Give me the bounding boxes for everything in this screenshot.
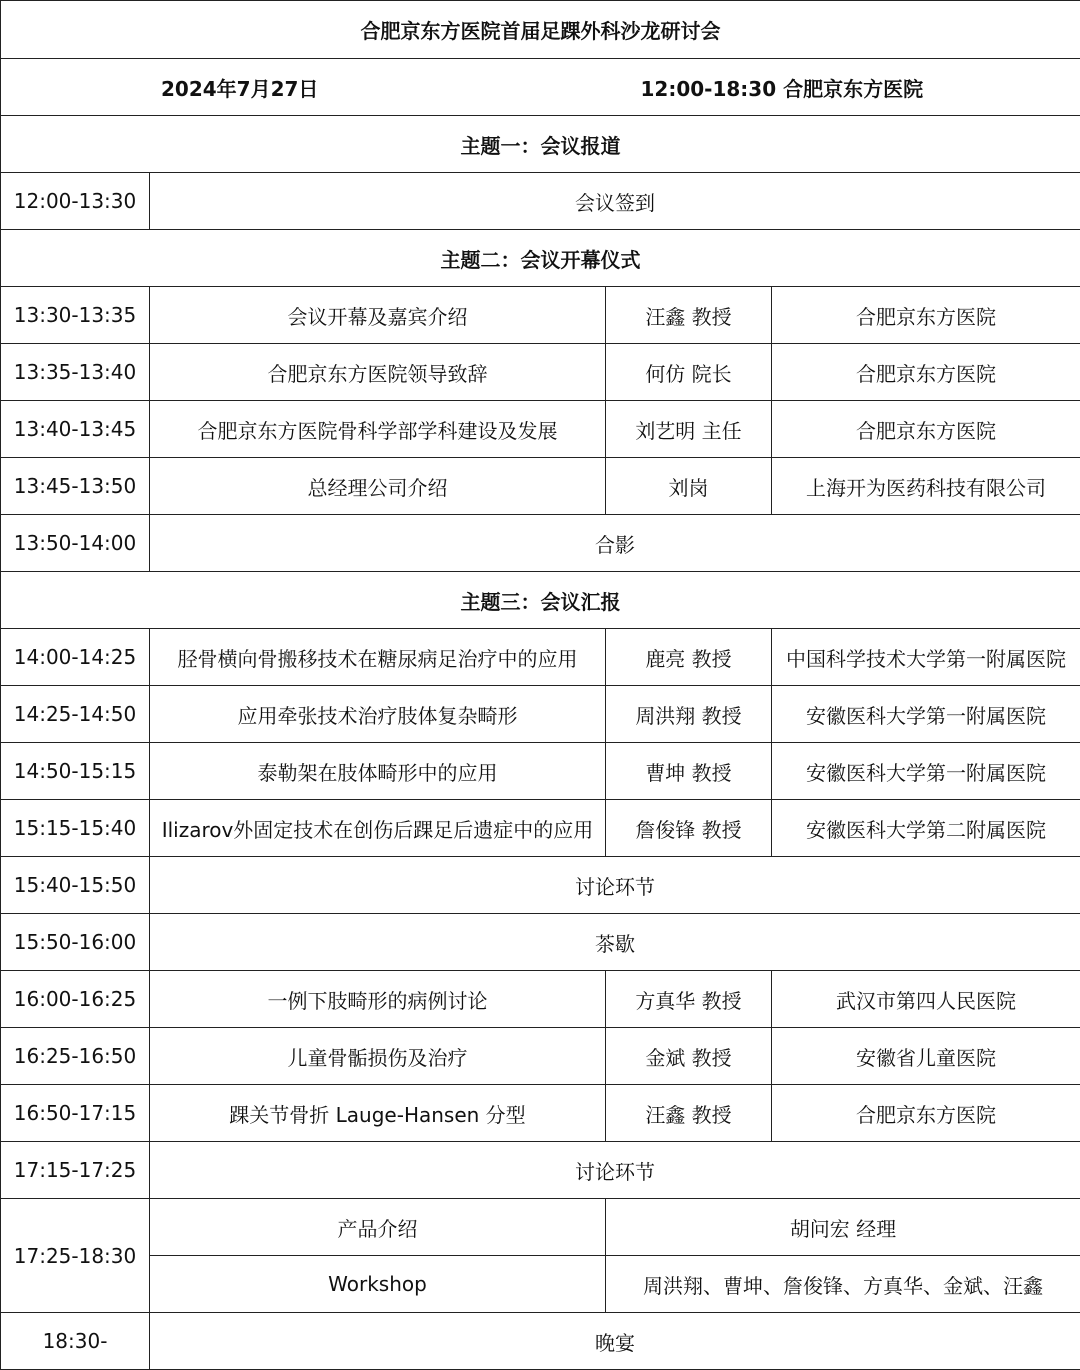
theme-header: 主题二：会议开幕仪式 <box>1 230 1080 287</box>
topic-cell: 产品介绍 <box>150 1199 606 1256</box>
organization-cell: 合肥京东方医院 <box>772 344 1080 401</box>
date-venue-row <box>1 59 1080 116</box>
speaker-cell: 金斌 教授 <box>606 1028 772 1085</box>
event-date: 2024年7月27日 <box>1 59 606 116</box>
speaker-cell: 刘艺明 主任 <box>606 401 772 458</box>
organization-cell: 合肥京东方医院 <box>772 1085 1080 1142</box>
time-cell: 15:15-15:40 <box>1 800 150 857</box>
organization-cell: 合肥京东方医院 <box>772 401 1080 458</box>
theme-header: 主题三：会议汇报 <box>1 572 1080 629</box>
activity-cell: 讨论环节 <box>150 857 1080 914</box>
topic-cell: 胫骨横向骨搬移技术在糖尿病足治疗中的应用 <box>150 629 606 686</box>
schedule-row <box>1 1085 1080 1142</box>
speaker-cell: 刘岗 <box>606 458 772 515</box>
schedule-row <box>1 1313 1080 1370</box>
topic-cell: 会议开幕及嘉宾介绍 <box>150 287 606 344</box>
activity-cell: 合影 <box>150 515 1080 572</box>
schedule-row <box>1 971 1080 1028</box>
speaker-cell: 詹俊锋 教授 <box>606 800 772 857</box>
speaker-cell: 胡问宏 经理 <box>606 1199 1080 1256</box>
time-cell: 13:45-13:50 <box>1 458 150 515</box>
time-cell: 12:00-13:30 <box>1 173 150 230</box>
topic-cell: 一例下肢畸形的病例讨论 <box>150 971 606 1028</box>
theme-header: 主题一：会议报道 <box>1 116 1080 173</box>
activity-cell: 晚宴 <box>150 1313 1080 1370</box>
speaker-cell: 汪鑫 教授 <box>606 287 772 344</box>
time-cell: 13:35-13:40 <box>1 344 150 401</box>
schedule-row <box>1 629 1080 686</box>
speaker-cell: 周洪翔 教授 <box>606 686 772 743</box>
speaker-cell: 鹿亮 教授 <box>606 629 772 686</box>
activity-cell: 茶歇 <box>150 914 1080 971</box>
schedule-row <box>1 743 1080 800</box>
speaker-cell: 方真华 教授 <box>606 971 772 1028</box>
organization-cell: 上海开为医药科技有限公司 <box>772 458 1080 515</box>
schedule-row <box>1 1199 1080 1256</box>
time-cell: 17:15-17:25 <box>1 1142 150 1199</box>
time-cell: 13:30-13:35 <box>1 287 150 344</box>
organization-cell: 安徽医科大学第一附属医院 <box>772 686 1080 743</box>
time-cell: 16:00-16:25 <box>1 971 150 1028</box>
topic-cell: 儿童骨骺损伤及治疗 <box>150 1028 606 1085</box>
topic-cell: 泰勒架在肢体畸形中的应用 <box>150 743 606 800</box>
time-cell: 13:50-14:00 <box>1 515 150 572</box>
schedule-row <box>1 857 1080 914</box>
theme-row <box>1 116 1080 173</box>
schedule-row <box>1 1142 1080 1199</box>
organization-cell: 安徽省儿童医院 <box>772 1028 1080 1085</box>
event-time-venue: 12:00-18:30 合肥京东方医院 <box>606 59 1080 116</box>
organization-cell: 安徽医科大学第二附属医院 <box>772 800 1080 857</box>
organization-cell: 合肥京东方医院 <box>772 287 1080 344</box>
time-cell: 15:40-15:50 <box>1 857 150 914</box>
topic-cell: 总经理公司介绍 <box>150 458 606 515</box>
activity-cell: 讨论环节 <box>150 1142 1080 1199</box>
organization-cell: 中国科学技术大学第一附属医院 <box>772 629 1080 686</box>
theme-row <box>1 230 1080 287</box>
schedule-row <box>1 800 1080 857</box>
time-cell: 15:50-16:00 <box>1 914 150 971</box>
topic-cell: 踝关节骨折 Lauge-Hansen 分型 <box>150 1085 606 1142</box>
schedule-row <box>1 914 1080 971</box>
schedule-row <box>1 458 1080 515</box>
time-cell: 18:30- <box>1 1313 150 1370</box>
theme-row <box>1 572 1080 629</box>
time-cell: 13:40-13:45 <box>1 401 150 458</box>
organization-cell: 武汉市第四人民医院 <box>772 971 1080 1028</box>
topic-cell: Workshop <box>150 1256 606 1313</box>
time-cell: 14:25-14:50 <box>1 686 150 743</box>
time-cell: 16:25-16:50 <box>1 1028 150 1085</box>
schedule-row <box>1 344 1080 401</box>
title-row <box>1 1 1080 59</box>
schedule-row <box>1 1028 1080 1085</box>
organization-cell: 安徽医科大学第一附属医院 <box>772 743 1080 800</box>
page-title: 合肥京东方医院首届足踝外科沙龙研讨会 <box>1 1 1080 59</box>
topic-cell: 合肥京东方医院骨科学部学科建设及发展 <box>150 401 606 458</box>
activity-cell: 会议签到 <box>150 173 1080 230</box>
topic-cell: 应用牵张技术治疗肢体复杂畸形 <box>150 686 606 743</box>
time-cell: 14:50-15:15 <box>1 743 150 800</box>
schedule-row <box>1 686 1080 743</box>
schedule-row <box>1 515 1080 572</box>
schedule-row <box>1 1256 1080 1313</box>
speaker-cell: 汪鑫 教授 <box>606 1085 772 1142</box>
topic-cell: Ilizarov外固定技术在创伤后踝足后遗症中的应用 <box>150 800 606 857</box>
schedule-row <box>1 173 1080 230</box>
time-cell: 14:00-14:25 <box>1 629 150 686</box>
time-cell: 17:25-18:30 <box>1 1199 150 1313</box>
schedule-row <box>1 401 1080 458</box>
speaker-cell: 周洪翔、曹坤、詹俊锋、方真华、金斌、汪鑫 <box>606 1256 1080 1313</box>
speaker-cell: 何仿 院长 <box>606 344 772 401</box>
topic-cell: 合肥京东方医院领导致辞 <box>150 344 606 401</box>
speaker-cell: 曹坤 教授 <box>606 743 772 800</box>
schedule-row <box>1 287 1080 344</box>
time-cell: 16:50-17:15 <box>1 1085 150 1142</box>
